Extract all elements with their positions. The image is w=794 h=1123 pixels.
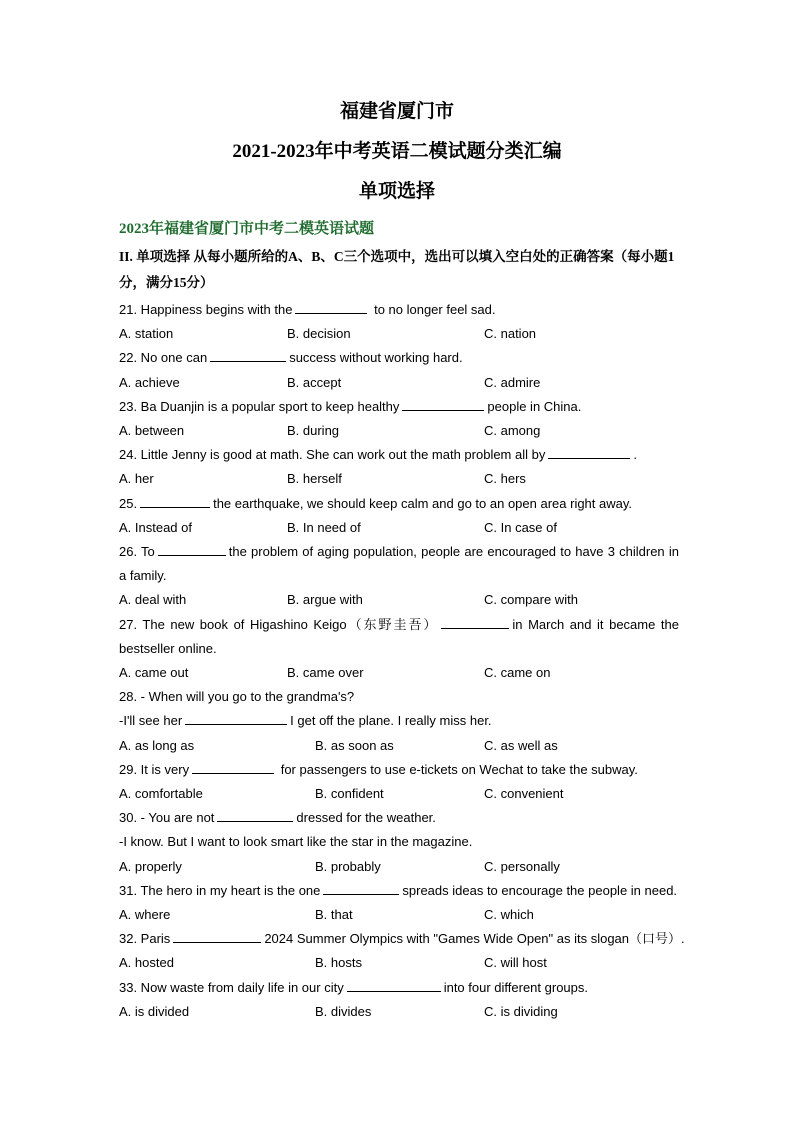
question-stem	[119, 879, 679, 903]
doc-title-main: 2021-2023年中考英语二模试题分类汇编	[232, 141, 562, 162]
option-a: A. between	[119, 422, 185, 438]
option-b: B. argue with	[287, 592, 363, 608]
option-a: A. properly	[119, 858, 182, 874]
question-stem	[119, 395, 679, 419]
question-text: 21. Happiness begins with the	[119, 302, 293, 317]
question-text: 32. Paris	[119, 931, 171, 947]
answer-blank	[347, 977, 441, 992]
answer-blank	[185, 710, 287, 725]
question-text: in March and it became the bestseller online.	[119, 616, 679, 656]
answer-blank	[158, 541, 226, 556]
question-text: .	[633, 447, 637, 463]
question-stem	[119, 443, 679, 467]
option-row	[119, 371, 679, 395]
question-text: 31. The hero in my heart is the one	[119, 882, 321, 898]
question-text: 26. To	[119, 543, 155, 559]
answer-blank	[295, 299, 367, 314]
question-stem	[119, 613, 679, 661]
option-b: B. accept	[287, 374, 342, 390]
question-text: success without working hard.	[289, 350, 463, 366]
option-a: A. is divided	[119, 1003, 190, 1019]
option-row	[119, 951, 679, 975]
answer-blank	[548, 444, 630, 459]
question-stem	[119, 927, 685, 951]
question-stem	[119, 346, 679, 370]
question-list	[119, 298, 685, 1024]
question-text: I get off the plane. I really miss her.	[290, 713, 492, 729]
question-text: spreads ideas to encourage the people in need.	[402, 882, 678, 898]
section-heading: 2023年福建省厦门市中考二模英语试题	[119, 221, 375, 237]
option-b: B. divides	[315, 1003, 372, 1019]
option-c: C. personally	[484, 858, 560, 874]
option-b: B. as soon as	[315, 737, 394, 753]
option-row	[119, 734, 679, 758]
answer-blank	[192, 759, 274, 774]
question-text: 29. It is very	[119, 761, 190, 777]
doc-title-region: 福建省厦门市	[339, 101, 454, 122]
option-row	[119, 322, 679, 346]
option-row	[119, 903, 679, 927]
answer-blank	[140, 493, 210, 508]
option-c: C. admire	[484, 374, 541, 390]
option-a: A. hosted	[119, 955, 174, 971]
question-stem: -I know. But I want to look smart like the star in the magazine.	[119, 834, 473, 850]
question-text: 30. - You are not	[119, 810, 215, 826]
question-text: 23. Ba Duanjin is a popular sport to keep healthy	[119, 398, 400, 414]
option-a: A. came out	[119, 664, 189, 680]
question-text: 27. The new book of Higashino Keigo（东野圭吾）	[119, 616, 439, 632]
question-text: 25.	[119, 495, 138, 511]
question-stem	[119, 976, 679, 1000]
question-text: 33. Now waste from daily life in our city	[119, 979, 344, 995]
option-b: B. herself	[287, 471, 342, 487]
question-stem	[119, 540, 679, 588]
option-c: C. is dividing	[484, 1003, 558, 1019]
question-text: to no longer feel sad.	[374, 302, 496, 317]
option-c: C. which	[484, 906, 534, 922]
doc-title-category: 单项选择	[358, 181, 435, 202]
question-text: people in China.	[487, 398, 582, 414]
option-c: C. convenient	[484, 785, 564, 801]
option-a: A. achieve	[119, 374, 180, 390]
question-text: for passengers to use e-tickets on Wechat to take the subway.	[280, 761, 638, 777]
option-row	[119, 419, 679, 443]
answer-blank	[441, 614, 509, 629]
question-text: dressed for the weather.	[296, 810, 436, 826]
option-a: A. deal with	[119, 592, 187, 608]
option-c: C. among	[484, 422, 541, 438]
option-b: B. that	[315, 906, 353, 922]
option-c: C. hers	[484, 471, 526, 487]
question-stem	[119, 492, 679, 516]
option-b: B. during	[287, 422, 340, 438]
question-text: 22. No one can	[119, 350, 208, 366]
option-row	[119, 661, 679, 685]
option-a: A. as long as	[119, 737, 195, 753]
option-row	[119, 516, 679, 540]
answer-blank	[173, 928, 261, 943]
option-row	[119, 782, 679, 806]
answer-blank	[323, 880, 399, 895]
option-row	[119, 1000, 679, 1024]
option-a: A. Instead of	[119, 519, 192, 535]
option-c: C. In case of	[484, 519, 557, 535]
answer-blank	[402, 396, 484, 411]
option-c: C. came on	[484, 664, 551, 680]
answer-blank	[217, 807, 293, 822]
section-instructions: II. 单项选择 从每小题所给的A、B、C三个选项中，选出可以填入空白处的正确答案（每小题1分，满分15分）	[119, 249, 675, 290]
option-b: B. probably	[315, 858, 381, 874]
question-stem	[119, 806, 679, 830]
option-b: B. confident	[315, 785, 384, 801]
question-stem	[119, 758, 679, 782]
option-a: A. her	[119, 471, 154, 487]
option-b: B. decision	[287, 326, 351, 342]
option-row	[119, 467, 679, 491]
question-stem	[119, 298, 679, 322]
question-text: into four different groups.	[443, 979, 588, 995]
question-text: the problem of aging population, people are encouraged to have 3 children in a family.	[119, 543, 679, 584]
option-b: B. In need of	[287, 519, 361, 535]
option-a: A. comfortable	[119, 785, 203, 801]
question-text: -I'll see her	[119, 713, 183, 729]
option-c: C. nation	[484, 326, 537, 342]
option-b: B. hosts	[315, 955, 362, 971]
option-c: C. compare with	[484, 592, 578, 608]
question-stem: 28. - When will you go to the grandma's?	[119, 689, 355, 705]
option-a: A. where	[119, 906, 171, 922]
question-text: 2024 Summer Olympics with "Games Wide Open" as its slogan（口号）.	[264, 931, 685, 947]
option-b: B. came over	[287, 664, 364, 680]
option-a: A. station	[119, 326, 174, 342]
question-stem	[119, 709, 679, 733]
answer-blank	[210, 347, 286, 362]
option-c: C. as well as	[484, 737, 558, 753]
option-row	[119, 855, 679, 879]
question-text: the earthquake, we should keep calm and go to an open area right away.	[213, 495, 633, 511]
option-c: C. will host	[484, 955, 547, 971]
option-row	[119, 588, 679, 612]
question-text: 24. Little Jenny is good at math. She can work out the math problem all by	[119, 447, 546, 463]
